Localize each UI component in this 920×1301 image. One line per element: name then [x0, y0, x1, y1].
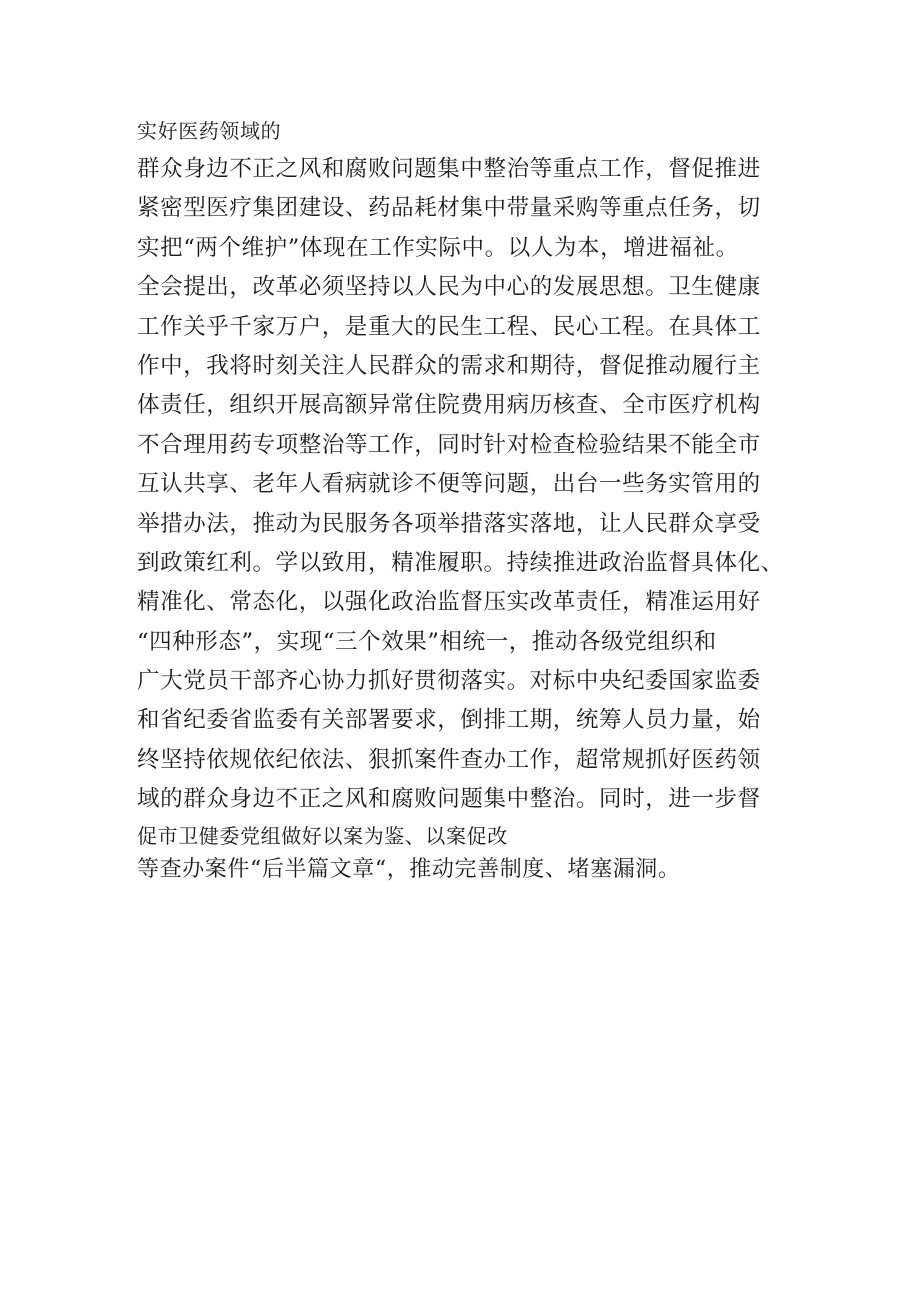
- text-line: 作中，我将时刻关注人民群众的需求和期待，督促推动履行主: [137, 352, 761, 379]
- text-line: 促市卫健委党组做好以案为鉴、以案促改: [137, 823, 508, 848]
- text-line: 等查办案件“后半篇文章“，推动完善制度、堵塞漏洞。: [137, 856, 681, 882]
- text-line: 终坚持依规依纪依法、狠抓案件查办工作，超常规抓好医药领: [137, 746, 761, 773]
- text-line: 工作关乎千家万户，是重大的民生工程、民心工程。在具体工: [137, 313, 761, 340]
- text-line: 域的群众身边不正之风和腐败问题集中整治。同时，进一步督: [137, 786, 761, 813]
- text-line: 实把“两个维护”体现在工作实际中。以人为本，增进福祉。: [137, 234, 739, 261]
- text-line: 不合理用药专项整治等工作，同时针对检查检验结果不能全市: [137, 431, 761, 458]
- text-line: 实好医药领域的: [137, 119, 282, 143]
- text-line: 全会提出，改革必须坚持以人民为中心的发展思想。卫生健康: [137, 274, 761, 301]
- text-line: 到政策红利。学以致用，精准履职。持续推进政治监督具体化、: [137, 549, 784, 576]
- text-line: 互认共享、老年人看病就诊不便等问题，出台一些务实管用的: [137, 471, 761, 498]
- text-line: “四种形态”，实现“三个效果”相统一，推动各级党组织和: [137, 628, 717, 655]
- text-line: 举措办法，推动为民服务各项举措落实落地，让人民群众享受: [137, 510, 761, 537]
- document-body: [137, 112, 793, 888]
- text-line: 广大党员干部齐心协力抓好贯彻落实。对标中央纪委国家监委: [137, 668, 761, 695]
- text-line: 体责任，组织开展高额异常住院费用病历核查、全市医疗机构: [137, 392, 761, 419]
- text-line: 紧密型医疗集团建设、药品耗材集中带量采购等重点任务，切: [137, 195, 761, 222]
- text-line: 和省纪委省监委有关部署要求，倒排工期，统筹人员力量，始: [137, 707, 761, 734]
- text-line: 群众身边不正之风和腐败问题集中整治等重点工作，督促推进: [137, 156, 761, 182]
- text-line: 精准化、常态化，以强化政治监督压实改革责任，精准运用好: [137, 589, 761, 616]
